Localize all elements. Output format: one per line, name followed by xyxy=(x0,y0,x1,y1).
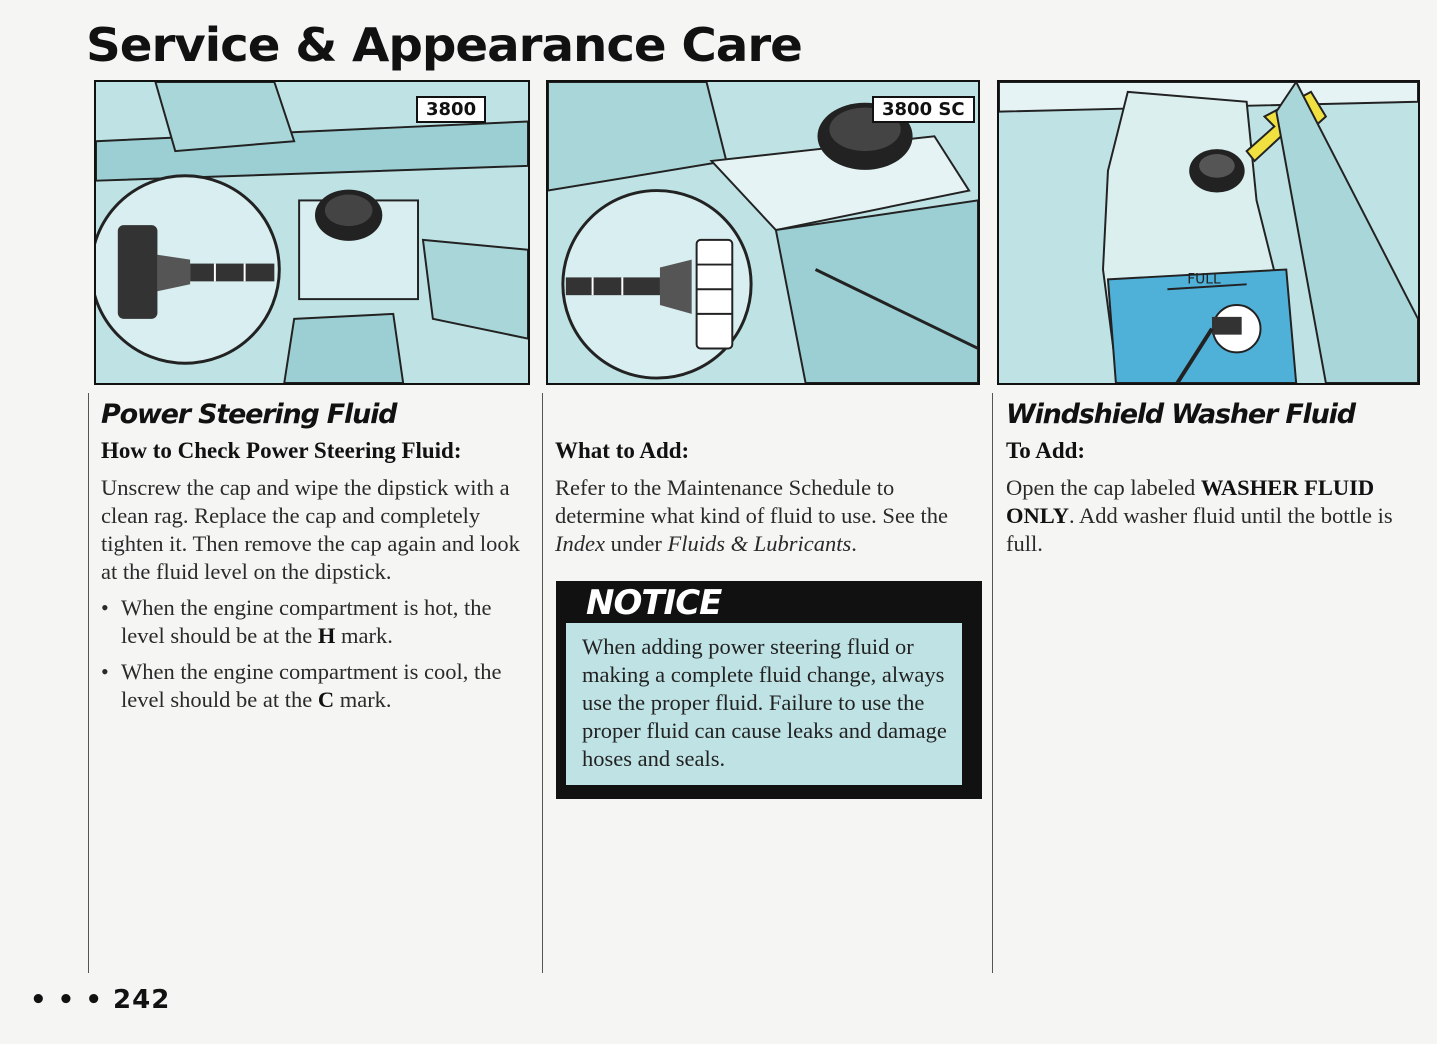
washer-fluid-title: Windshield Washer Fluid xyxy=(1006,399,1355,430)
column-divider-right xyxy=(992,393,993,973)
photo-washer-reservoir xyxy=(997,80,1420,385)
check-power-steering-heading: How to Check Power Steering Fluid: xyxy=(101,438,462,463)
what-to-add-column xyxy=(555,438,980,558)
column-divider-middle xyxy=(542,393,543,973)
cool-level-mark: C xyxy=(317,687,335,712)
hot-level-suffix: mark. xyxy=(335,623,393,648)
washer-fluid-label: WASHER FLUID ONLY xyxy=(1006,475,1375,528)
notice-text: When adding power steering fluid or making a complete fluid change, always use the proper fluid. Failure to use the proper fluid can cause leaks and damage hoses and seals. xyxy=(566,623,962,785)
what-to-add-text: Refer to the Maintenance Schedule to determine what kind of fluid to use. See the Index under Fluids & Lubricants. xyxy=(555,475,949,556)
engine-label-3800: 3800 xyxy=(416,96,486,123)
page-number-value: 242 xyxy=(113,985,171,1015)
column-divider-left xyxy=(88,393,89,973)
photo-3800-sc-engine xyxy=(546,80,980,385)
page-number-dots: • • • xyxy=(30,985,103,1015)
cool-level-suffix: mark. xyxy=(334,687,392,712)
engine-label-3800-sc: 3800 SC xyxy=(872,96,975,123)
washer-fluid-column xyxy=(1006,398,1424,558)
fluids-lubricants-reference: Fluids & Lubricants xyxy=(667,531,852,556)
notice-heading: NOTICE xyxy=(586,583,722,623)
index-reference: Index xyxy=(555,531,605,556)
check-power-steering-text: Unscrew the cap and wipe the dipstick with a clean rag. Replace the cap and completely tighten it. Then remove the cap again and look at the fluid level on the dipstick. xyxy=(101,475,520,584)
what-to-add-heading: What to Add: xyxy=(555,438,690,463)
cool-level-bullet xyxy=(101,658,531,714)
hot-level-bullet xyxy=(101,594,531,650)
engine-illustration-3800-sc xyxy=(548,82,978,383)
bullet-dot-icon: • xyxy=(101,659,109,684)
engine-illustration-3800 xyxy=(96,82,528,383)
power-steering-column xyxy=(101,398,531,714)
cool-level-text: When the engine compartment is cool, the level should be at the xyxy=(121,659,502,712)
full-mark-text: FULL xyxy=(1187,271,1221,288)
power-steering-title: Power Steering Fluid xyxy=(101,399,397,430)
bullet-dot-icon: • xyxy=(101,595,109,620)
page-title: Service & Appearance Care xyxy=(86,18,802,72)
page-number xyxy=(30,985,170,1015)
to-add-heading: To Add: xyxy=(1006,438,1086,463)
washer-reservoir-illustration xyxy=(999,82,1418,383)
notice-box xyxy=(556,581,982,799)
photo-3800-engine xyxy=(94,80,530,385)
hot-level-text: When the engine compartment is hot, the level should be at the xyxy=(121,595,492,648)
washer-fluid-text: Open the cap labeled WASHER FLUID ONLY. Add washer fluid until the bottle is full. xyxy=(1006,475,1393,556)
hot-level-mark: H xyxy=(317,623,336,648)
